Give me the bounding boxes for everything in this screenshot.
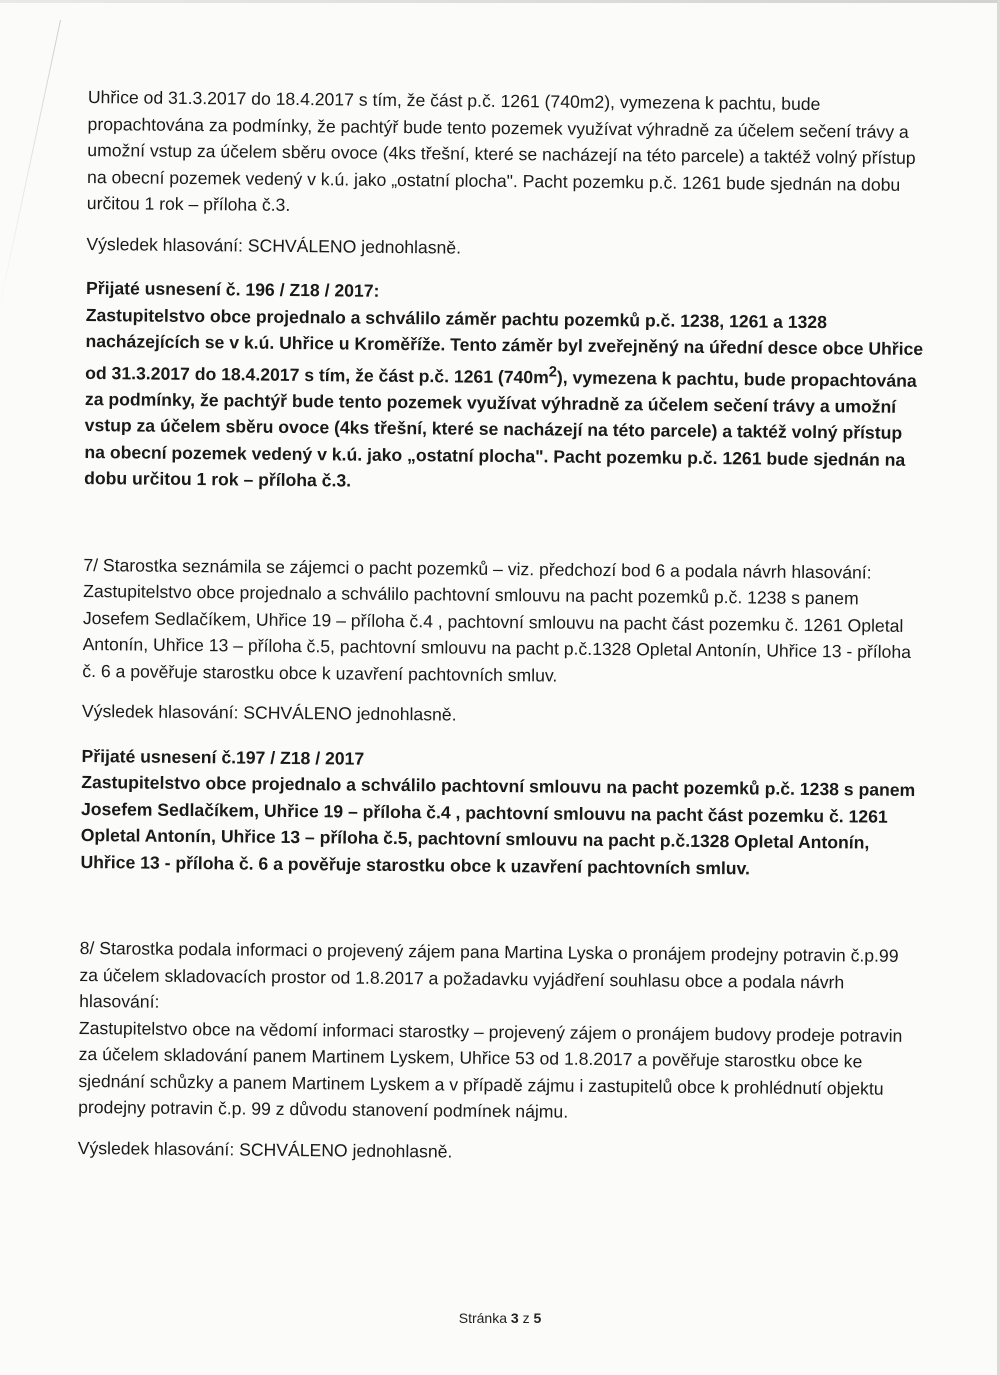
footer-of: z (522, 1310, 530, 1326)
resolution-text (84, 301, 926, 499)
footer-page-number: 3 (510, 1310, 519, 1326)
page-footer (0, 1310, 1000, 1326)
vote-result: Výsledek hlasování: SCHVÁLENO jednohlasně. (86, 233, 462, 258)
item7-heading: 7/ Starostka seznámila se zájemci o pacht pozemků – viz. předchozí bod 6 a podala návrh hlasování: (83, 554, 872, 583)
resolution-text-part: ), vymezena k pachtu, bude propachtována za podmínky, že pachtýř bude tento pozemek využívat výhradně za účelem sečení trávy a umožní vstup za účelem sběru ovoce (4ks třešní, které se nacházejí na této parcele) a taktéž volný přístup na obecní pozemek vedený v k.ú. jako „ostatní plocha". Pacht pozemku p.č. 1261 bude sjednán na dobu určitou 1 rok – příloha č.3. (84, 366, 917, 491)
paragraph-item6-continued: Uhřice od 31.3.2017 do 18.4.2017 s tím, že část p.č. 1261 (740m2), vymezena k pachtu, bude propachtována za podmínky, že pachtýř bude tento pozemek využívat výhradně za účelem sečení trávy a umožní vstup za účelem sběru ovoce (4ks třešní, které se nacházejí na této parcele) a taktéž volný přístup na obecní pozemek vedený v k.ú. jako „ostatní plocha". Pacht pozemku p.č. 1261 bude sjednán na dobu určitou 1 rok – příloha č.3. (86, 86, 916, 215)
vote-result: Výsledek hlasování: SCHVÁLENO jednohlasně. (77, 1137, 453, 1162)
superscript: 2 (548, 363, 558, 381)
resolution-text: Zastupitelstvo obce projednalo a schválilo pachtovní smlouvu na pacht pozemků p.č. 1238 s panem Josefem Sedlačíkem, Uhřice 19 – příloha č.4 , pachtovní smlouvu na pacht část pozemku č. 1261 Opletal Antonín, Uhřice 13 – příloha č.5, pachtovní smlouvu na pacht p.č.1328 Opletal Antonín, Uhřice 13 - příloha č. 6 a pověřuje starostku obce k uzavření pachtovních smluv. (80, 772, 916, 879)
footer-total-pages: 5 (533, 1310, 542, 1326)
resolution-title: Přijaté usnesení č. 196 / Z18 / 2017: (85, 277, 380, 301)
resolution-196 (84, 275, 926, 500)
vote-result: Výsledek hlasování: SCHVÁLENO jednohlasně. (81, 701, 457, 725)
item7-proposal: Zastupitelstvo obce projednalo a schválilo pachtovní smlouvu na pacht pozemků p.č. 1238 s panem Josefem Sedlačíkem, Uhřice 19 – příloha č.4 , pachtovní smlouvu na pacht část pozemku č. 1261 Opletal Antonín, Uhřice 13 – příloha č.5, pachtovní smlouvu na pacht p.č.1328 Opletal Antonín, Uhřice 13 - příloha č. 6 a pověřuje starostku obce k uzavření pachtovních smluv. (82, 581, 912, 686)
item8-proposal: Zastupitelstvo obce na vědomí informaci starostky – projevený zájem o pronájem budovy prodeje potravin za účelem skladování panem Martinem Lyskem, Uhřice 53 od 1.8.2017 a pověřuje starostku obce ke sjednání schůzky a panem Martinem Lyskem a v případě zájmu i zastupitelů obce k prohlédnutí objektu prodejny potravin č.p. 99 z důvodu stanovení podmínek nájmu. (78, 1017, 903, 1123)
resolution-title: Přijaté usnesení č.197 / Z18 / 2017 (81, 745, 365, 769)
resolution-197 (80, 743, 921, 884)
item8-heading: 8/ Starostka podala informaci o projevený zájem pana Martina Lyska o pronájem prodejny potravin č.p.99 za účelem skladovacích prostor od 1.8.2017 a požadavku vyjádření souhlasu obce a podala návrh hlasování: (79, 938, 899, 1013)
document-body (77, 84, 927, 1187)
resolution-text-part: Zastupitelstvo obce projednalo a schválilo záměr pachtu pozemků p.č. 1238, 1261 a 1328 nacházejících se v k.ú. Uhřice u Kroměříže. Tento záměr byl zveřejněný na úřední desce obce Uhřice od 31.3.2017 do 18.4.2017 s tím, že část p.č. 1261 (740m (85, 304, 924, 387)
scan-artifact-line (0, 20, 61, 314)
footer-label: Stránka (458, 1310, 507, 1326)
scan-edge-top (0, 0, 1000, 3)
